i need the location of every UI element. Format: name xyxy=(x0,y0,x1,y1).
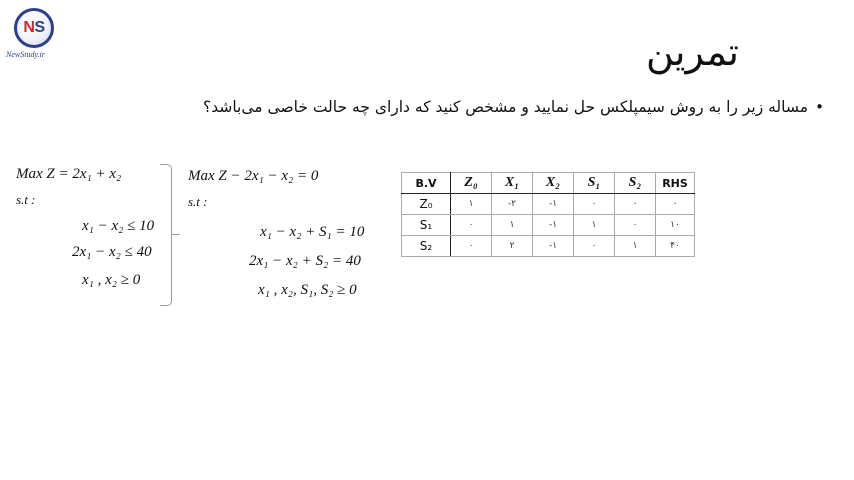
tableau-cell: ۱ xyxy=(451,194,492,215)
original-constraint-1: x₁ − x₂ ≤ 10 xyxy=(82,218,155,234)
logo-badge xyxy=(14,8,54,48)
tableau-header-x2: X₂ xyxy=(533,173,574,194)
tableau-basic-variable: Z₀ xyxy=(402,194,451,215)
logo-site-name: NewStudy.ir xyxy=(6,50,45,59)
tableau-cell: ۱ xyxy=(574,215,615,236)
tableau-header-s2: S₂ xyxy=(615,173,656,194)
tableau-cell: ۲ xyxy=(492,236,533,257)
tableau-cell: ۱ xyxy=(492,215,533,236)
tableau-cell: -۱ xyxy=(533,215,574,236)
tableau-header-bv: B.V xyxy=(402,173,451,194)
table-row xyxy=(402,194,695,215)
tableau-header-row xyxy=(402,173,695,194)
tableau-cell: ۰ xyxy=(574,194,615,215)
original-constraint-3: x₁ , x₂ ≥ 0 xyxy=(82,272,141,288)
tableau-header-s1: S₁ xyxy=(574,173,615,194)
logo xyxy=(6,8,68,64)
slide-title: تمرین xyxy=(645,30,739,74)
original-st-label: s.t : xyxy=(16,192,36,207)
tableau-header-z0: Z₀ xyxy=(451,173,492,194)
standard-objective: Max Z − 2x₁ − x₂ = 0 xyxy=(188,168,319,184)
tableau-cell: ۰ xyxy=(451,236,492,257)
original-constraint-2: 2x₁ − x₂ ≤ 40 xyxy=(72,244,152,260)
logo-letter-n: N xyxy=(23,19,35,36)
tableau-cell: ۰ xyxy=(574,236,615,257)
tableau-cell: ۱ xyxy=(615,236,656,257)
tableau-cell: -۱ xyxy=(533,194,574,215)
tableau-basic-variable: S₂ xyxy=(402,236,451,257)
original-objective: Max Z = 2x₁ + x₂ xyxy=(16,166,122,182)
table-row xyxy=(402,236,695,257)
problem-statement: مساله زیر را به روش سیمپلکس حل نمایید و مشخص کنید که دارای چه حالت خاصی می‌باشد؟ xyxy=(202,98,808,116)
simplex-tableau xyxy=(401,172,695,257)
tableau-cell: ۰ xyxy=(615,215,656,236)
bullet-point-icon: • xyxy=(815,98,824,116)
grouping-bracket xyxy=(160,164,172,306)
standard-st-label: s.t : xyxy=(188,194,208,209)
grouping-bracket-tick xyxy=(172,234,180,235)
standard-constraint-2: 2x₁ − x₂ + S₂ = 40 xyxy=(249,253,361,269)
tableau-cell: ۰ xyxy=(451,215,492,236)
tableau-rhs-cell: ۴۰ xyxy=(656,236,695,257)
tableau-cell: ۰ xyxy=(615,194,656,215)
standard-constraint-1: x₁ − x₂ + S₁ = 10 xyxy=(260,224,365,240)
tableau-basic-variable: S₁ xyxy=(402,215,451,236)
table-row xyxy=(402,215,695,236)
logo-letter-s: S xyxy=(34,19,45,36)
tableau-rhs-cell: ۱۰ xyxy=(656,215,695,236)
tableau-rhs-cell: ۰ xyxy=(656,194,695,215)
tableau-cell: -۱ xyxy=(533,236,574,257)
tableau-header-rhs: RHS xyxy=(656,173,695,194)
standard-constraint-3: x₁ , x₂, S₁, S₂ ≥ 0 xyxy=(258,282,357,298)
tableau-cell: -۲ xyxy=(492,194,533,215)
tableau-header-x1: X₁ xyxy=(492,173,533,194)
